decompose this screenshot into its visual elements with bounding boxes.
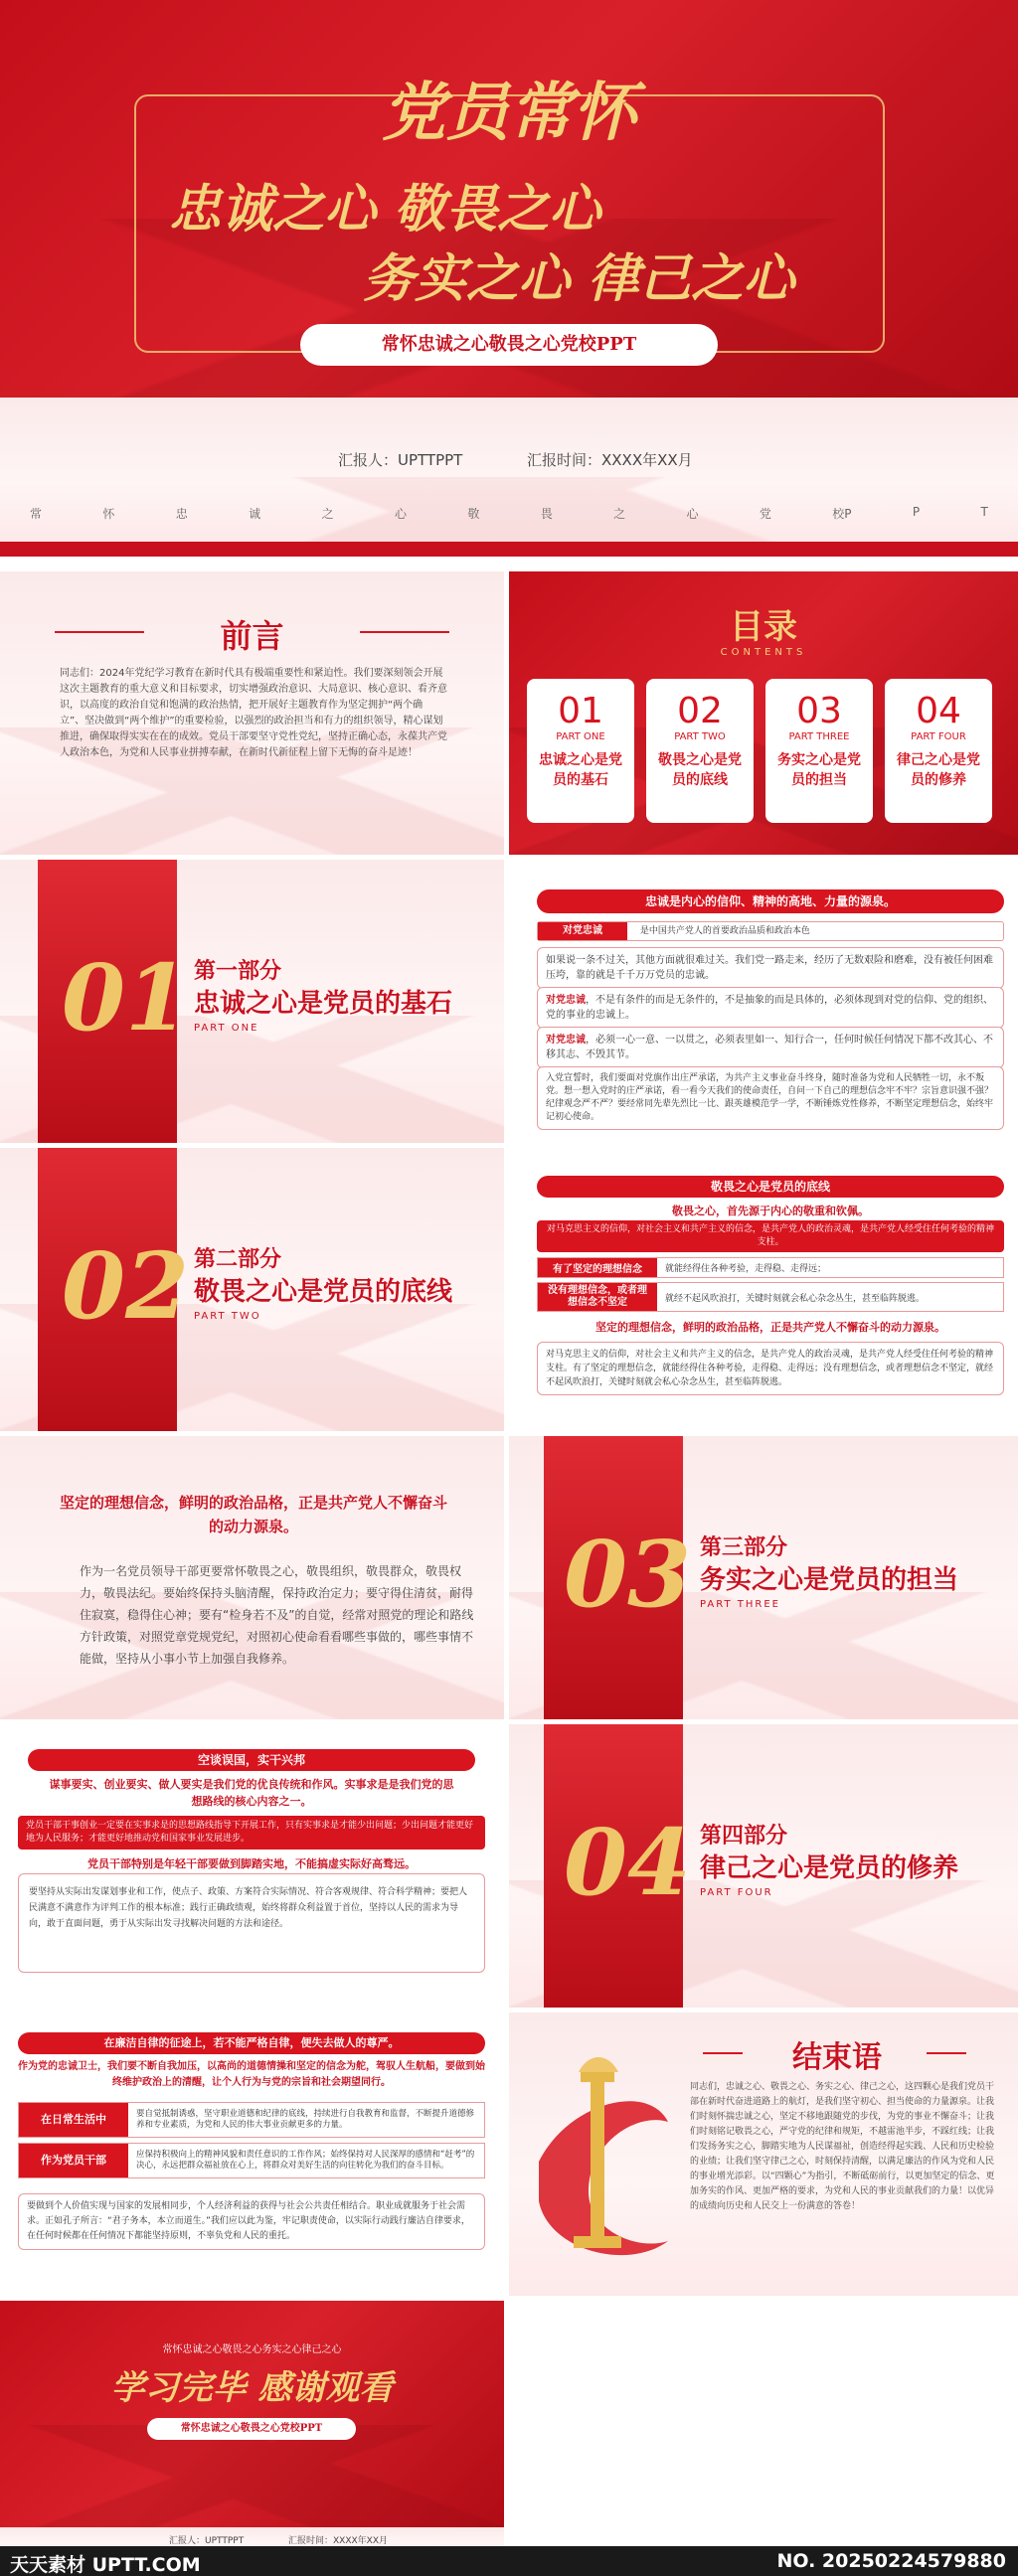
section4-slide — [509, 1724, 1018, 2008]
practical-header: 空谈误国，实干兴邦 — [28, 1749, 475, 1771]
ribbon-image — [529, 2042, 678, 2271]
cover-reporter: 汇报人：UPTTPPT — [338, 451, 463, 469]
footer-number: NO. 20250224579880 — [776, 2550, 1006, 2572]
loyal-header: 忠诚是内心的信仰、精神的高地、力量的源泉。 — [537, 889, 1004, 913]
section2-part: PART TWO — [194, 1311, 261, 1322]
cover-line1: 忠诚之心 敬畏之心 — [169, 179, 601, 240]
practical-lead: 谋事要实、创业要实、做人要实是我们党的优良传统和作风。实事求是是我们党的思想路线的核心内容之一。 — [49, 1778, 454, 1808]
toc-item-3[interactable]: 03 PART THREE 务实之心是党员的担当 — [765, 679, 873, 823]
section4-title: 律己之心是党员的修养 — [700, 1853, 959, 1883]
cover-bottom-bar — [0, 542, 1018, 557]
thanks-title: 学习完毕 感谢观看 — [110, 2368, 394, 2408]
thanks-reporter: 汇报人：UPTTPPT — [169, 2536, 245, 2546]
toc-item-4[interactable]: 04 PART FOUR 律己之心是党员的修养 — [885, 679, 992, 823]
section4-number: 04 — [564, 1809, 692, 1916]
discipline-header: 在廉洁自律的征途上，若不能严格自律，便失去做人的尊严。 — [18, 2032, 485, 2054]
section3-part: PART THREE — [700, 1599, 780, 1610]
section4-part: PART FOUR — [700, 1887, 773, 1898]
section1-part: PART ONE — [194, 1023, 259, 1034]
section3-title: 务实之心是党员的担当 — [700, 1565, 959, 1595]
awe-tag2: 没有理想信念，或者理想信念不坚定 — [538, 1283, 657, 1311]
loyal-p3: 对党忠诚，必须一心一意、一以贯之，必须表里如一、知行合一，任何时候任何情况下都不改其心、不移其志、不毁其节。 — [537, 1027, 1004, 1068]
section3-number: 03 — [564, 1521, 692, 1628]
toc-sub: CONTENTS — [720, 647, 807, 658]
discipline-slide: 在廉洁自律的征途上，若不能严格自律，便失去做人的尊严。 作为党的忠诚卫士，我们要不断自我加压，以高尚的道德情操和坚定的信念为舵，驾驭人生航船，要做到始终维护政治上的清醒，让个人行为与党的宗旨和社会期望同行。 在日常生活中 要自觉抵制诱惑，坚守职业道德和纪律的底线，持续进行自我教育和监督，不断提升道德修养和专业素质，为党和人民的伟大事业贡献更多的力量。 作为党员干部 应保持积极向上的精神风貌和责任意识的工作作风；始终保持对人民深厚的感情和“赶考”的决心，永远把群众福祉放在心上，将群众对美好生活的向往转化为我们的奋斗目标。 要做到个人价值实现与国家的发展相同步，个人经济利益的获得与社会公共责任相结合。职业成就服务于社会需求。正如孔子所言：“君子务本，本立而道生。”我们应以此为鉴，牢记职责使命，以实际行动践行廉洁自律要求，在任何时候都在任何情况下都能坚持原则，不辜负党和人民的重托。 — [0, 2012, 504, 2296]
toc-item-1[interactable]: 01 PART ONE 忠诚之心是党员的基石 — [527, 679, 634, 823]
practical-key: 党员干部特别是年轻干部要做到脚踏实地，不能搞虚实际好高骛远。 — [87, 1857, 416, 1870]
loyal-p2: 对党忠诚，不是有条件的而是无条件的，不是抽象的而是具体的，必须体现到对党的信仰、党的组织、党的事业的忠诚上。 — [537, 987, 1004, 1029]
preface-slide — [0, 571, 504, 855]
loyal-tag: 对党忠诚 — [538, 922, 627, 940]
cover-info-band — [0, 398, 1018, 542]
section1-title: 忠诚之心是党员的基石 — [194, 989, 453, 1019]
discipline-tag1: 在日常生活中 — [19, 2103, 128, 2137]
footer-bar — [0, 2546, 1018, 2576]
thanks-subtitle: 常怀忠诚之心敬畏之心党校PPT — [147, 2418, 356, 2440]
section2-title: 敬畏之心是党员的底线 — [194, 1277, 453, 1307]
preface-title: 前言 — [220, 617, 284, 655]
awe-bar: 对马克思主义的信仰，对社会主义和共产主义的信念，是共产党人的政治灵魂，是共产党人经受住任何考验的精神支柱。 — [537, 1220, 1004, 1252]
section1-number: 01 — [62, 944, 190, 1051]
awe-header: 敬畏之心是党员的底线 — [537, 1176, 1004, 1198]
section3-label: 第三部分 — [700, 1534, 788, 1560]
practical-body: 要坚持从实际出发谋划事业和工作，使点子、政策、方案符合实际情况、符合客观规律、符合科学精神；要把人民满意不满意作为评判工作的根本标准；践行正确政绩观，始终将群众利益置于首位，坚持以人民的需求为导向，敢于直面问题，勇于从实际出发寻找解决问题的方法和途径。 — [18, 1873, 485, 1973]
cover-deco-title: 党员常怀 — [382, 76, 636, 150]
toc-item-2[interactable]: 02 PART TWO 敬畏之心是党员的底线 — [646, 679, 754, 823]
preface-body: 同志们：2024年党纪学习教育在新时代具有极端重要性和紧迫性。我们要深刻领会开展这次主题教育的重大意义和目标要求，切实增强政治意识、大局意识、核心意识、看齐意识，以高度的政治自觉和饱满的政治热情，把开展好主题教育作为坚定拥护“两个确立”、坚决做到“两个维护”的重要检验，以强烈的政治担当和有力的组织领导，精心谋划推进，确保取得实实在在的成效。党员干部要坚守党性党纪，坚持正确心态，永葆共产党人政治本色，为党和人民事业拼搏奉献，在新时代新征程上留下无悔的奋斗足迹！ — [60, 668, 447, 758]
loyal-slide: 忠诚是内心的信仰、精神的高地、力量的源泉。 对党忠诚 是中国共产党人的首要政治品质和政治本色 如果说一条不过关，其他方面就很难过关。我们党一路走来，经历了无数艰险和磨难，没有被任何困难压垮，靠的就是千千万万党员的忠诚。 对党忠诚，不是有条件的而是无条件的，不是抽象的而是具体的，必须体现到对党的信仰、党的组织、党的事业的忠诚上。 对党忠诚，必须一心一意、一以贯之，必须表里如一、知行合一，任何时候任何情况下都不改其心、不移其志、不毁其节。 入党宣誓时，我们要面对党旗作出庄严承诺，为共产主义事业奋斗终身，随时准备为党和人民牺牲一切，永不叛党。想一想入党时的庄严承诺，看一看今天我们的使命责任，自问一下自己的理想信念牢不牢？宗旨意识强不强？纪律观念严不严？要经常同先辈先烈比一比、跟英雄模范学一学，不断锤炼党性修养，不断坚定理想信念，始终牢记初心使命。 — [509, 860, 1018, 1143]
discipline-tag2: 作为党员干部 — [19, 2144, 128, 2177]
letter-strip: 常 怀 忠 诚 之 心 敬 畏 之 心 党 校P P T — [30, 505, 988, 521]
ideal-slide — [0, 1436, 504, 1719]
loyal-p1: 如果说一条不过关，其他方面就很难过关。我们党一路走来，经历了无数艰险和磨难，没有被任何困难压垮，靠的就是千千万万党员的忠诚。 — [537, 947, 1004, 989]
loyal-p4: 入党宣誓时，我们要面对党旗作出庄严承诺，为共产主义事业奋斗终身，随时准备为党和人民牺牲一切，永不叛党。想一想入党时的庄严承诺，看一看今天我们的使命责任，自问一下自己的理想信念牢不牢？宗旨意识强不强？纪律观念严不严？要经常同先辈先烈比一比、跟英雄模范学一学，不断锤炼党性修养，不断坚定理想信念，始终牢记初心使命。 — [537, 1066, 1004, 1130]
ending-body: 同志们，忠诚之心、敬畏之心、务实之心、律己之心，这四颗心是我们党员干部在新时代奋进道路上的航灯，是我们坚守初心、担当使命的力量源泉。让我们时刻怀揣忠诚之心，坚定不移地跟随党的步伐，为党的事业不懈奋斗；让我们时刻铭记敬畏之心，严守党的纪律和规矩，不越雷池半步，不踩红线；让我们发扬务实之心，脚踏实地为人民谋福祉，创造经得起实践、人民和历史检验的业绩；让我们坚守律己之心，时刻保持清醒，以满足廉洁的作风为党和人民的事业增光添彩。以“四颗心”为指引，不断砥砺前行，以更加坚定的信念、更加务实的作风、更加严格的要求，为党和人民的事业贡献我们的力量！以优异的成绩向历史和人民交上一份满意的答卷！ — [690, 2082, 995, 2211]
toc-slide — [509, 571, 1018, 855]
ending-title: 结束语 — [792, 2040, 882, 2075]
section2-number: 02 — [62, 1232, 190, 1340]
section2-slide — [0, 1148, 504, 1431]
thanks-top: 常怀忠诚之心敬畏之心务实之心律己之心 — [162, 2344, 342, 2355]
awe-body: 对马克思主义的信仰，对社会主义和共产主义的信念，是共产党人的政治灵魂，是共产党人经受住任何考验的精神支柱。有了坚定的理想信念，就能经得住各种考验，走得稳、走得远；没有理想信念，或者理想信念不坚定，就经不起风吹浪打，关键时刻就会私心杂念丛生，甚至临阵脱逃。 — [537, 1342, 1004, 1395]
section1-label: 第一部分 — [194, 958, 282, 984]
awe-slide: 敬畏之心是党员的底线 敬畏之心，首先源于内心的敬重和钦佩。 对马克思主义的信仰，对社会主义和共产主义的信念，是共产党人的政治灵魂，是共产党人经受住任何考验的精神支柱。 有了坚定的理想信念 就能经得住各种考验，走得稳、走得远； 没有理想信念，或者理想信念不坚定 就经不起风吹浪打，关键时刻就会私心杂念丛生，甚至临阵脱逃。 坚定的理想信念，鲜明的政治品格，正是共产党人不懈奋斗的动力源泉。 对马克思主义的信仰，对社会主义和共产主义的信念，是共产党人的政治灵魂，是共产党人经受住任何考验的精神支柱。有了坚定的理想信念，就能经得住各种考验，走得稳、走得远；没有理想信念，或者理想信念不坚定，就经不起风吹浪打，关键时刻就会私心杂念丛生，甚至临阵脱逃。 — [509, 1148, 1018, 1431]
thanks-time: 汇报时间：XXXX年XX月 — [288, 2536, 388, 2546]
ideal-title: 坚定的理想信念，鲜明的政治品格，正是共产党人不懈奋斗的动力源泉。 — [60, 1494, 448, 1535]
discipline-body: 要做到个人价值实现与国家的发展相同步，个人经济利益的获得与社会公共责任相结合。职业成就服务于社会需求。正如孔子所言：“君子务本，本立而道生。”我们应以此为鉴，牢记职责使命，以实际行动践行廉洁自律要求，在任何时候都在任何情况下都能坚持原则，不辜负党和人民的重托。 — [18, 2193, 485, 2250]
toc-title: 目录 — [730, 607, 797, 647]
section4-label: 第四部分 — [700, 1823, 788, 1849]
section1-slide — [0, 860, 504, 1143]
awe-sub: 敬畏之心，首先源于内心的敬重和钦佩。 — [672, 1205, 869, 1217]
awe-key: 坚定的理想信念，鲜明的政治品格，正是共产党人不懈奋斗的动力源泉。 — [595, 1321, 945, 1334]
ideal-body: 作为一名党员领导干部更要常怀敬畏之心，敬畏组织，敬畏群众，敬畏权力，敬畏法纪。要始终保持头脑清醒，保持政治定力；要守得住清贫，耐得住寂寞，稳得住心神；要有“检身若不及”的自觉，经常对照党的理论和路线方针政策，对照党章党规党纪，对照初心使命看看哪些事做的，哪些事情不能做，坚持从小事小节上加强自我修养。 — [80, 1564, 474, 1666]
footer-brand[interactable]: 天天素材 UPTT.COM — [10, 2554, 201, 2576]
cover-line2: 务实之心 律己之心 — [363, 248, 795, 309]
discipline-lead: 作为党的忠诚卫士，我们要不断自我加压，以高尚的道德情操和坚定的信念为舵，驾驭人生航船，要做到始终维护政治上的清醒，让个人行为与党的宗旨和社会期望同行。 — [18, 2061, 485, 2088]
section2-label: 第二部分 — [194, 1246, 282, 1272]
cover-slide — [0, 0, 1018, 398]
practical-slide — [0, 1724, 504, 2008]
section3-slide — [509, 1436, 1018, 1719]
awe-tag1: 有了坚定的理想信念 — [538, 1258, 657, 1277]
cover-subtitle: 常怀忠诚之心敬畏之心党校PPT — [300, 324, 718, 366]
practical-bar: 党员干部干事创业一定要在实事求是的思想路线指导下开展工作，只有实事求是才能少出问题；少出问题才能更好地为人民服务；才能更好地推动党和国家事业发展进步。 — [18, 1816, 485, 1850]
cover-time: 汇报时间：XXXX年XX月 — [527, 451, 693, 469]
ending-slide — [509, 2012, 1018, 2296]
thanks-slide — [0, 2301, 504, 2527]
